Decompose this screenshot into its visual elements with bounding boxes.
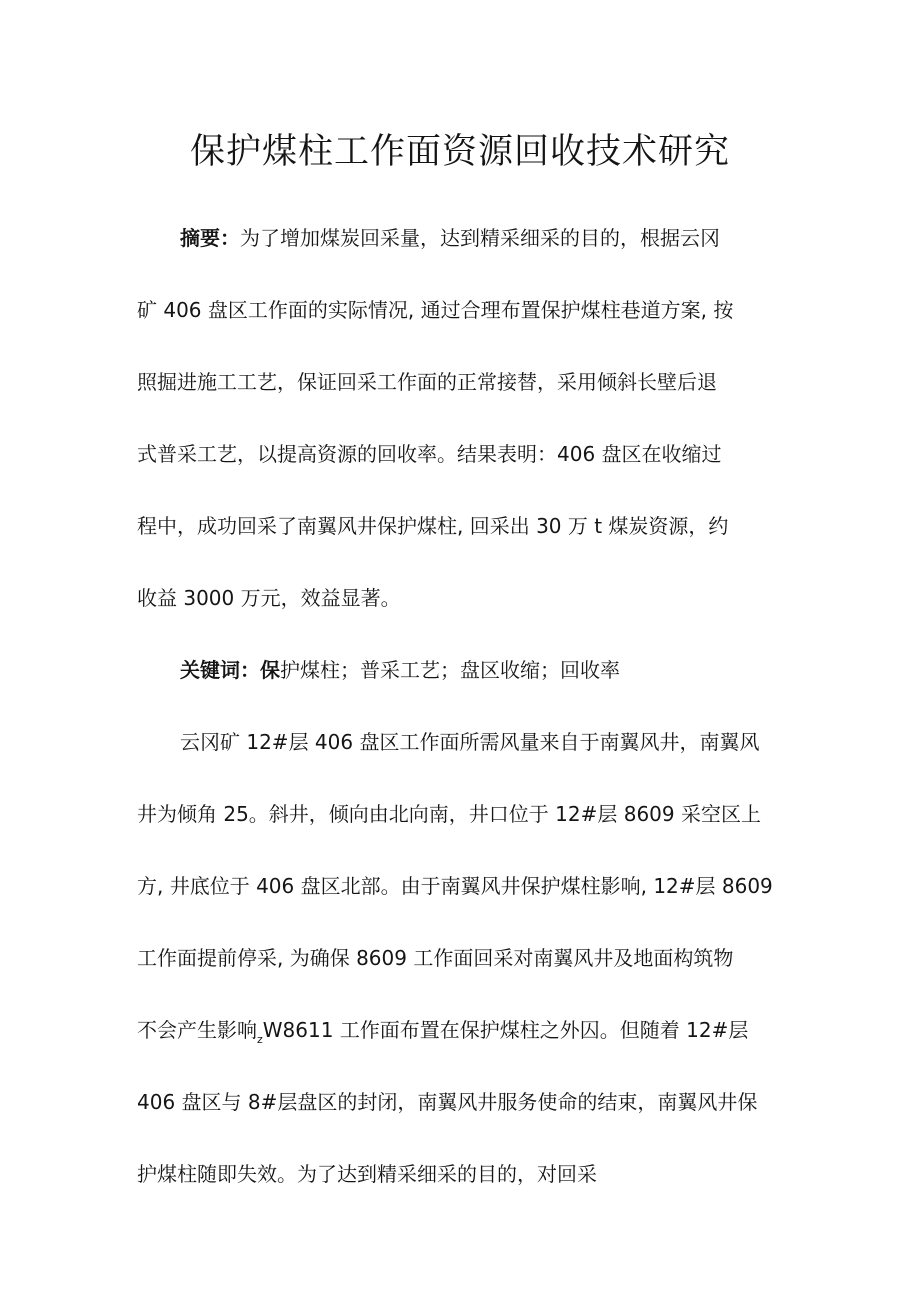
abstract-line-4: 式普采工艺，以提高资源的回收率。结果表明：406 盘区在收缩过 xyxy=(137,442,722,466)
body-line-5-start: 不会产生影响 xyxy=(137,1018,257,1042)
body-line-6: 406 盘区与 8#层盘区的封闭，南翼风井服务使命的结束，南翼风井保 xyxy=(137,1090,758,1114)
body-line-2: 井为倾角 25。斜井，倾向由北向南，井口位于 12#层 8609 采空区上 xyxy=(137,802,761,826)
abstract-line-1 xyxy=(180,223,840,253)
keywords-label: 关键词： xyxy=(180,658,260,682)
body-line-1: 云冈矿 12#层 406 盘区工作面所需风量来自于南翼风井，南翼风 xyxy=(180,730,760,754)
keywords-line xyxy=(180,655,840,685)
document-title: 保护煤柱工作面资源回收技术研究 xyxy=(189,132,730,172)
body-line-5 xyxy=(137,1015,797,1055)
body-line-3: 方, 井底位于 406 盘区北部。由于南翼风井保护煤柱影响, 12#层 8609 xyxy=(137,874,773,898)
abstract-line-3: 照掘进施工工艺，保证回采工作面的正常接替，采用倾斜长壁后退 xyxy=(137,370,717,394)
keywords-first-char: 保 xyxy=(260,658,280,682)
keywords-text: 护煤柱；普采工艺；盘区收缩；回收率 xyxy=(280,658,620,682)
abstract-line-6: 收益 3000 万元，效益显著。 xyxy=(137,586,401,610)
abstract-line-5: 程中，成功回采了南翼风井保护煤柱, 回采出 30 万 t 煤炭资源，约 xyxy=(137,514,729,538)
body-line-5-rest: W8611 工作面布置在保护煤柱之外囚。但随着 12#层 xyxy=(262,1018,749,1042)
abstract-text: 为了增加煤炭回采量，达到精采细采的目的，根据云冈 xyxy=(240,226,720,250)
body-line-5-subscript: z xyxy=(257,1033,263,1046)
body-line-4: 工作面提前停采, 为确保 8609 工作面回采对南翼风井及地面构筑物 xyxy=(137,946,734,970)
abstract-line-2: 矿 406 盘区工作面的实际情况, 通过合理布置保护煤柱巷道方案, 按 xyxy=(137,298,734,322)
body-line-7: 护煤柱随即失效。为了达到精采细采的目的，对回采 xyxy=(137,1162,597,1186)
abstract-label: 摘要： xyxy=(180,226,240,250)
